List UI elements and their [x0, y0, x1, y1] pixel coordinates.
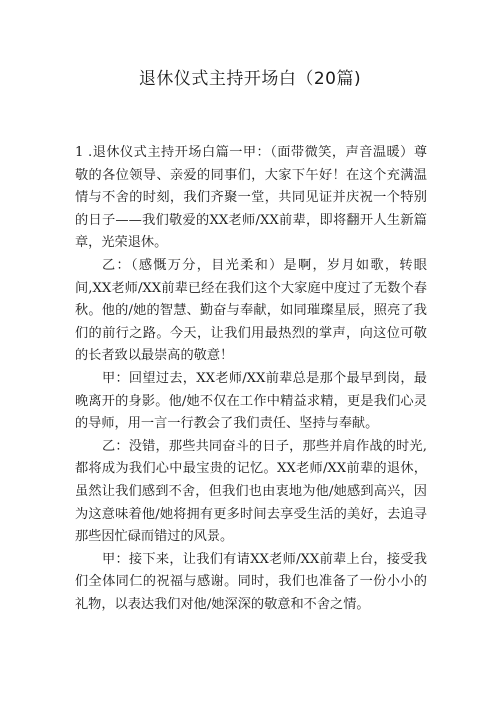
paragraph-5: 甲：接下来，让我们有请XX老师/XX前辈上台，接受我们全体同仁的祝福与感谢。同时，我们也准备了一份小小的礼物，以表达我们对他/她深深的敬意和不舍之情。 — [75, 551, 427, 612]
paragraph-1: 1 .退休仪式主持开场白篇一甲：（面带微笑，声音温暖）尊敬的各位领导、亲爱的同事们，大家下午好！在这个充满温情与不舍的时刻，我们齐聚一堂，共同见证并庆祝一个特别的日子——我们敬爱的XX老师/XX前辈，即将翻开人生新篇章，光荣退休。 — [75, 145, 427, 251]
paragraph-4: 乙：没错，那些共同奋斗的日子，那些并肩作战的时光,都将成为我们心中最宝贵的记忆。XX老师/XX前辈的退休，虽然让我们感到不舍，但我们也由衷地为他/她感到高兴，因为这意味着他/她将拥有更多时间去享受生活的美好，去追寻那些因忙碌而错过的风景。 — [75, 438, 427, 545]
paragraph-2: 乙：（感慨万分，目光柔和）是啊，岁月如歌，转眼间,XX老师/XX前辈已经在我们这个大家庭中度过了无数个春秋。他的/她的智慧、勤奋与奉献，如同璀璨星辰，照亮了我们的前行之路。今天，让我们用最热烈的掌声，向这位可敬的长者致以最崇高的敬意！ — [75, 257, 427, 364]
paragraph-3: 甲：回望过去，XX老师/XX前辈总是那个最早到岗，最晚离开的身影。他/她不仅在工作中精益求精，更是我们心灵的导师，用一言一行教会了我们责任、坚持与奉献。 — [75, 370, 427, 432]
document-title: 退休仪式主持开场白（20篇) — [138, 69, 362, 89]
document-body — [75, 142, 427, 616]
